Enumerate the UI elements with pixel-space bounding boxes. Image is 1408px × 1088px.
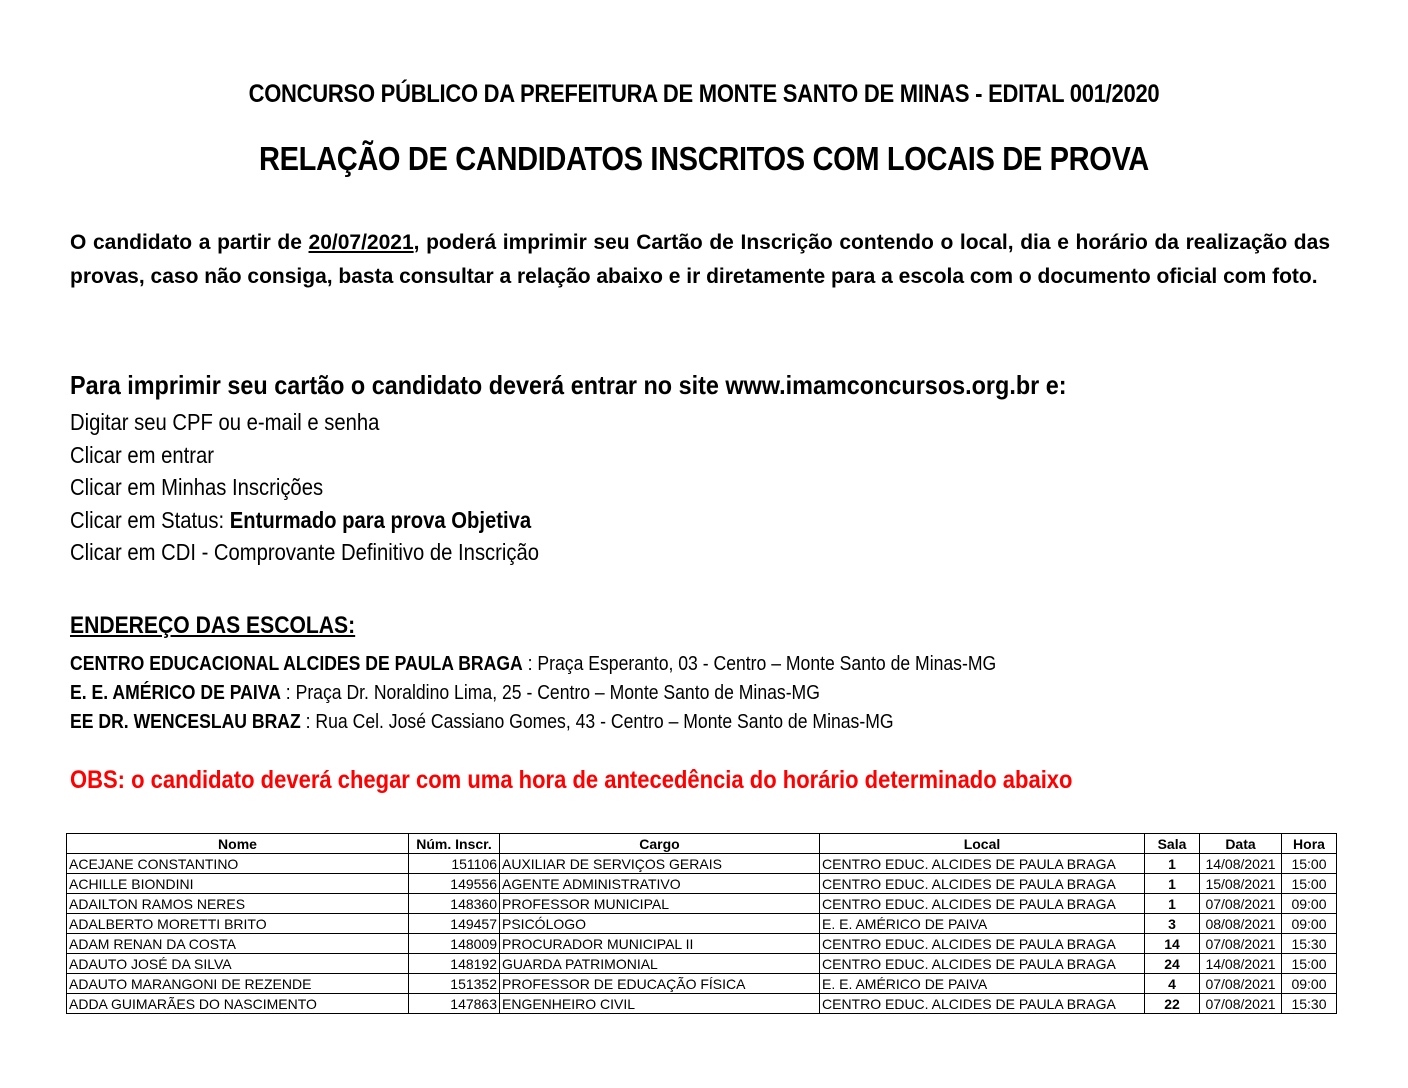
column-header-inscr: Núm. Inscr. (409, 834, 500, 854)
instruction-step-2: Clicar em entrar (70, 441, 214, 468)
cell-nome: ADDA GUIMARÃES DO NASCIMENTO (67, 994, 409, 1014)
cell-cargo: AUXILIAR DE SERVIÇOS GERAIS (500, 854, 820, 874)
cell-sala: 1 (1145, 854, 1200, 874)
instruction-step-1: Digitar seu CPF ou e-mail e senha (70, 409, 380, 435)
school-name: EE DR. WENCESLAU BRAZ (70, 711, 301, 733)
instruction-step-4-status: Enturmado para prova Objetiva (229, 506, 532, 533)
school-address: : Praça Dr. Noraldino Lima, 25 - Centro – Monte Santo de Minas-MG (280, 682, 820, 704)
cell-data: 15/08/2021 (1200, 874, 1282, 894)
cell-inscr: 149457 (409, 914, 500, 934)
cell-data: 14/08/2021 (1200, 854, 1282, 874)
cell-inscr: 149556 (409, 874, 500, 894)
cell-inscr: 147863 (409, 994, 500, 1014)
cell-nome: ADAILTON RAMOS NERES (67, 894, 409, 914)
cell-data: 14/08/2021 (1200, 954, 1282, 974)
column-header-hora: Hora (1282, 834, 1337, 854)
cell-sala: 3 (1145, 914, 1200, 934)
table-row (67, 994, 1337, 1014)
cell-local: CENTRO EDUC. ALCIDES DE PAULA BRAGA (820, 954, 1145, 974)
cell-local: CENTRO EDUC. ALCIDES DE PAULA BRAGA (820, 854, 1145, 874)
cell-cargo: ENGENHEIRO CIVIL (500, 994, 820, 1014)
cell-data: 07/08/2021 (1200, 994, 1282, 1014)
cell-nome: ADALBERTO MORETTI BRITO (67, 914, 409, 934)
school-address: : Rua Cel. José Cassiano Gomes, 43 - Centro – Monte Santo de Minas-MG (300, 711, 894, 733)
cell-data: 08/08/2021 (1200, 914, 1282, 934)
cell-nome: ADAUTO JOSÉ DA SILVA (67, 954, 409, 974)
schools-list (70, 650, 996, 737)
school-item (70, 650, 996, 679)
cell-local: E. E. AMÉRICO DE PAIVA (820, 914, 1145, 934)
candidates-table (66, 833, 1337, 1014)
obs-notice: OBS: o candidato deverá chegar com uma hora de antecedência do horário determinado abaixo (70, 766, 1073, 794)
cell-sala: 14 (1145, 934, 1200, 954)
intro-paragraph (70, 226, 1330, 294)
cell-cargo: GUARDA PATRIMONIAL (500, 954, 820, 974)
cell-hora: 09:00 (1282, 914, 1337, 934)
cell-nome: ACHILLE BIONDINI (67, 874, 409, 894)
school-item (70, 679, 996, 708)
instruction-step-3: Clicar em Minhas Inscrições (70, 474, 324, 500)
cell-cargo: PROFESSOR MUNICIPAL (500, 894, 820, 914)
cell-local: CENTRO EDUC. ALCIDES DE PAULA BRAGA (820, 894, 1145, 914)
cell-hora: 15:30 (1282, 994, 1337, 1014)
column-header-data: Data (1200, 834, 1282, 854)
cell-inscr: 148009 (409, 934, 500, 954)
cell-sala: 1 (1145, 894, 1200, 914)
cell-hora: 15:00 (1282, 874, 1337, 894)
table-row (67, 854, 1337, 874)
cell-sala: 4 (1145, 974, 1200, 994)
table-header-row (67, 834, 1337, 854)
cell-cargo: PROFESSOR DE EDUCAÇÃO FÍSICA (500, 974, 820, 994)
cell-hora: 15:00 (1282, 954, 1337, 974)
cell-nome: ADAUTO MARANGONI DE REZENDE (67, 974, 409, 994)
instructions-steps (70, 406, 539, 569)
intro-after-date: , poderá imprimir seu Cartão de Inscrição contendo o local, dia e horário da realização das provas, caso não consiga, basta consultar a relação abaixo e ir diretamente para a escola com o documento oficial com foto. (70, 231, 1330, 288)
school-name: E. E. AMÉRICO DE PAIVA (70, 682, 281, 704)
instruction-step-4 (70, 504, 539, 537)
cell-hora: 09:00 (1282, 974, 1337, 994)
cell-local: CENTRO EDUC. ALCIDES DE PAULA BRAGA (820, 874, 1145, 894)
cell-hora: 15:00 (1282, 854, 1337, 874)
table-row (67, 974, 1337, 994)
table-row (67, 954, 1337, 974)
instructions-heading: Para imprimir seu cartão o candidato deverá entrar no site www.imamconcursos.org.br e: (70, 370, 1067, 400)
cell-nome: ACEJANE CONSTANTINO (67, 854, 409, 874)
table-row (67, 894, 1337, 914)
cell-nome: ADAM RENAN DA COSTA (67, 934, 409, 954)
cell-hora: 15:30 (1282, 934, 1337, 954)
cell-data: 07/08/2021 (1200, 974, 1282, 994)
school-address: : Praça Esperanto, 03 - Centro – Monte Santo de Minas-MG (522, 653, 997, 675)
table-row (67, 934, 1337, 954)
school-item (70, 708, 996, 737)
schools-heading: ENDEREÇO DAS ESCOLAS: (70, 612, 356, 639)
cell-local: E. E. AMÉRICO DE PAIVA (820, 974, 1145, 994)
cell-inscr: 148192 (409, 954, 500, 974)
cell-data: 07/08/2021 (1200, 894, 1282, 914)
intro-date: 20/07/2021 (308, 231, 414, 254)
cell-sala: 22 (1145, 994, 1200, 1014)
cell-local: CENTRO EDUC. ALCIDES DE PAULA BRAGA (820, 994, 1145, 1014)
column-header-local: Local (820, 834, 1145, 854)
document-title: CONCURSO PÚBLICO DA PREFEITURA DE MONTE SANTO DE MINAS - EDITAL 001/2020 (248, 80, 1160, 108)
column-header-sala: Sala (1145, 834, 1200, 854)
school-name: CENTRO EDUCACIONAL ALCIDES DE PAULA BRAGA (70, 653, 523, 675)
cell-cargo: AGENTE ADMINISTRATIVO (500, 874, 820, 894)
instruction-step-5: Clicar em CDI - Comprovante Definitivo de Inscrição (70, 539, 540, 565)
intro-before-date: O candidato a partir de (70, 231, 309, 254)
cell-inscr: 151352 (409, 974, 500, 994)
cell-inscr: 151106 (409, 854, 500, 874)
cell-cargo: PSICÓLOGO (500, 914, 820, 934)
cell-data: 07/08/2021 (1200, 934, 1282, 954)
column-header-nome: Nome (67, 834, 409, 854)
cell-local: CENTRO EDUC. ALCIDES DE PAULA BRAGA (820, 934, 1145, 954)
cell-inscr: 148360 (409, 894, 500, 914)
table-row (67, 874, 1337, 894)
cell-cargo: PROCURADOR MUNICIPAL II (500, 934, 820, 954)
instruction-step-4-prefix: Clicar em Status: (70, 506, 230, 533)
table-row (67, 914, 1337, 934)
column-header-cargo: Cargo (500, 834, 820, 854)
document-subtitle: RELAÇÃO DE CANDIDATOS INSCRITOS COM LOCAIS DE PROVA (259, 140, 1149, 177)
cell-sala: 1 (1145, 874, 1200, 894)
cell-hora: 09:00 (1282, 894, 1337, 914)
cell-sala: 24 (1145, 954, 1200, 974)
